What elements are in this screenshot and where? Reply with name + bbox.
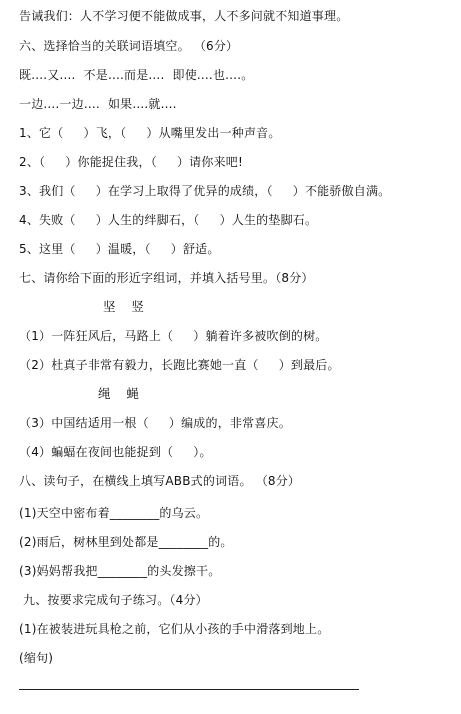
question-6-5: 5、这里（ ）温暖，（ ）舒适。: [19, 242, 220, 256]
section-8-heading: 八、读句子，在横线上填写ABB式的词语。 （8分）: [19, 474, 301, 488]
conjunction-options-1: 既....又.... 不是....而是.... 即使....也....。: [19, 68, 254, 82]
question-9-1-hint: (缩句): [19, 651, 54, 665]
intro-text: 告诫我们：人不学习便不能做成事，人不多问就不知道事理。: [19, 9, 349, 23]
char-pair-1: 坚 竖: [103, 299, 144, 314]
question-6-4: 4、失败（ ）人生的绊脚石，（ ）人生的垫脚石。: [19, 213, 318, 227]
char-pair-2: 绳 蝇: [98, 386, 139, 401]
question-6-3: 3、我们（ ）在学习上取得了优异的成绩，（ ）不能骄傲自满。: [19, 184, 391, 198]
question-7-1: （1）一阵狂风后，马路上（ ）躺着许多被吹倒的树。: [19, 329, 328, 343]
question-6-2: 2、（ ）你能捉住我，（ ）请你来吧!: [19, 155, 243, 169]
question-7-4: （4）蝙蝠在夜间也能捉到（ ）。: [19, 445, 212, 459]
question-6-1: 1、它（ ）飞，（ ）从嘴里发出一种声音。: [19, 126, 281, 140]
section-6-heading: 六、选择恰当的关联词语填空。 （6分）: [19, 39, 239, 53]
question-7-2: （2）杜真子非常有毅力，长跑比赛她一直（ ）到最后。: [19, 358, 340, 372]
question-9-1: (1)在被装进玩具枪之前，它们从小孩的手中滑落到地上。: [19, 622, 330, 636]
section-7-heading: 七、请你给下面的形近字组词，并填入括号里。（8分）: [19, 271, 314, 285]
question-8-3: (3)妈妈帮我把________的头发擦干。: [19, 564, 221, 578]
question-7-3: （3）中国结适用一根（ ）编成的，非常喜庆。: [19, 416, 291, 430]
answer-line: [19, 689, 359, 690]
question-8-1: (1)天空中密布着________的乌云。: [19, 506, 209, 520]
section-9-heading: 九、按要求完成句子练习。（4分）: [19, 593, 208, 607]
conjunction-options-2: 一边....一边.... 如果....就....: [19, 97, 177, 111]
question-8-2: (2)雨后，树林里到处都是________的。: [19, 535, 233, 549]
